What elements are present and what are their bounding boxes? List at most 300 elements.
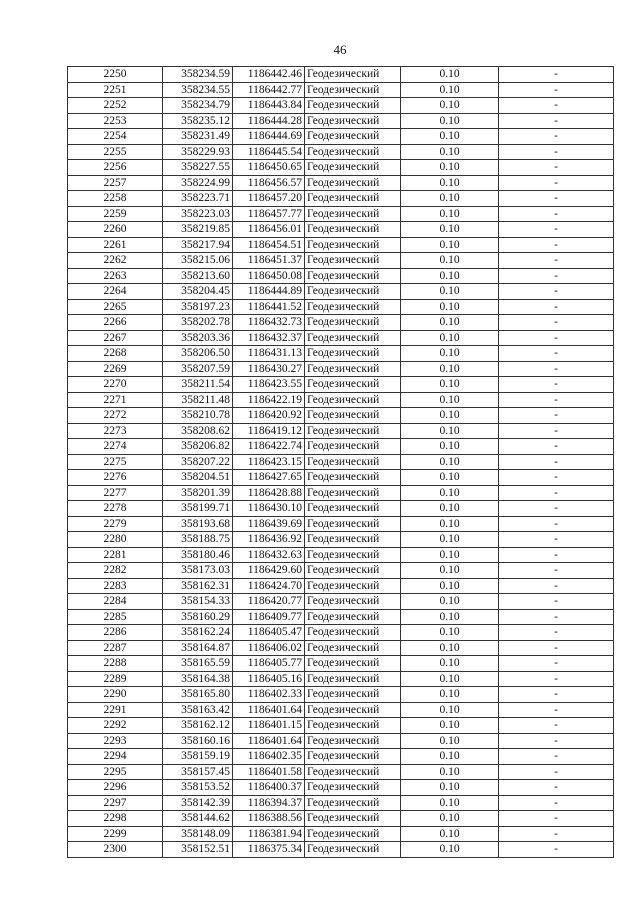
point-number-cell: 2255 — [68, 144, 163, 160]
point-number-cell: 2288 — [68, 656, 163, 672]
description-cell: - — [499, 842, 614, 858]
description-cell: - — [499, 206, 614, 222]
y-coordinate-cell: 1186456.57 — [233, 175, 305, 191]
point-number-cell: 2272 — [68, 408, 163, 424]
y-coordinate-cell: 1186430.27 — [233, 361, 305, 377]
x-coordinate-cell: 358204.51 — [163, 470, 233, 486]
y-coordinate-cell: 1186394.37 — [233, 795, 305, 811]
method-cell: Геодезический — [305, 439, 401, 455]
table-row — [68, 702, 614, 718]
point-number-cell: 2256 — [68, 160, 163, 176]
method-cell: Геодезический — [305, 718, 401, 734]
description-cell: - — [499, 377, 614, 393]
description-cell: - — [499, 795, 614, 811]
point-number-cell: 2295 — [68, 764, 163, 780]
x-coordinate-cell: 358162.12 — [163, 718, 233, 734]
x-coordinate-cell: 358162.24 — [163, 625, 233, 641]
description-cell: - — [499, 284, 614, 300]
table-row — [68, 315, 614, 331]
table-row — [68, 640, 614, 656]
point-number-cell: 2271 — [68, 392, 163, 408]
description-cell: - — [499, 671, 614, 687]
x-coordinate-cell: 358219.85 — [163, 222, 233, 238]
x-coordinate-cell: 358193.68 — [163, 516, 233, 532]
x-coordinate-cell: 358206.50 — [163, 346, 233, 362]
table-row — [68, 733, 614, 749]
y-coordinate-cell: 1186451.37 — [233, 253, 305, 269]
accuracy-cell: 0.10 — [401, 501, 499, 517]
point-number-cell: 2286 — [68, 625, 163, 641]
method-cell: Геодезический — [305, 98, 401, 114]
x-coordinate-cell: 358207.22 — [163, 454, 233, 470]
description-cell: - — [499, 454, 614, 470]
point-number-cell: 2293 — [68, 733, 163, 749]
point-number-cell: 2264 — [68, 284, 163, 300]
accuracy-cell: 0.10 — [401, 625, 499, 641]
accuracy-cell: 0.10 — [401, 222, 499, 238]
method-cell: Геодезический — [305, 671, 401, 687]
accuracy-cell: 0.10 — [401, 718, 499, 734]
y-coordinate-cell: 1186401.64 — [233, 702, 305, 718]
table-row — [68, 625, 614, 641]
description-cell: - — [499, 330, 614, 346]
x-coordinate-cell: 358153.52 — [163, 780, 233, 796]
method-cell: Геодезический — [305, 625, 401, 641]
method-cell: Геодезический — [305, 346, 401, 362]
method-cell: Геодезический — [305, 377, 401, 393]
accuracy-cell: 0.10 — [401, 656, 499, 672]
y-coordinate-cell: 1186405.16 — [233, 671, 305, 687]
description-cell: - — [499, 144, 614, 160]
accuracy-cell: 0.10 — [401, 702, 499, 718]
y-coordinate-cell: 1186430.10 — [233, 501, 305, 517]
description-cell: - — [499, 733, 614, 749]
description-cell: - — [499, 129, 614, 145]
method-cell: Геодезический — [305, 687, 401, 703]
description-cell: - — [499, 175, 614, 191]
point-number-cell: 2289 — [68, 671, 163, 687]
y-coordinate-cell: 1186436.92 — [233, 532, 305, 548]
table-row — [68, 826, 614, 842]
method-cell: Геодезический — [305, 392, 401, 408]
x-coordinate-cell: 358148.09 — [163, 826, 233, 842]
x-coordinate-cell: 358203.36 — [163, 330, 233, 346]
point-number-cell: 2283 — [68, 578, 163, 594]
table-row — [68, 671, 614, 687]
y-coordinate-cell: 1186454.51 — [233, 237, 305, 253]
accuracy-cell: 0.10 — [401, 330, 499, 346]
table-row — [68, 563, 614, 579]
point-number-cell: 2274 — [68, 439, 163, 455]
x-coordinate-cell: 358223.03 — [163, 206, 233, 222]
accuracy-cell: 0.10 — [401, 439, 499, 455]
method-cell: Геодезический — [305, 284, 401, 300]
description-cell: - — [499, 361, 614, 377]
table-row — [68, 516, 614, 532]
point-number-cell: 2282 — [68, 563, 163, 579]
table-row — [68, 780, 614, 796]
x-coordinate-cell: 358159.19 — [163, 749, 233, 765]
accuracy-cell: 0.10 — [401, 578, 499, 594]
y-coordinate-cell: 1186442.77 — [233, 82, 305, 98]
method-cell: Геодезический — [305, 222, 401, 238]
x-coordinate-cell: 358217.94 — [163, 237, 233, 253]
accuracy-cell: 0.10 — [401, 563, 499, 579]
y-coordinate-cell: 1186422.19 — [233, 392, 305, 408]
accuracy-cell: 0.10 — [401, 315, 499, 331]
table-row — [68, 361, 614, 377]
y-coordinate-cell: 1186423.15 — [233, 454, 305, 470]
method-cell: Геодезический — [305, 501, 401, 517]
table-row — [68, 609, 614, 625]
table-row — [68, 423, 614, 439]
table-row — [68, 795, 614, 811]
accuracy-cell: 0.10 — [401, 346, 499, 362]
x-coordinate-cell: 358201.39 — [163, 485, 233, 501]
method-cell: Геодезический — [305, 516, 401, 532]
table-row — [68, 408, 614, 424]
table-row — [68, 160, 614, 176]
description-cell: - — [499, 485, 614, 501]
method-cell: Геодезический — [305, 826, 401, 842]
point-number-cell: 2287 — [68, 640, 163, 656]
table-row — [68, 175, 614, 191]
point-number-cell: 2300 — [68, 842, 163, 858]
description-cell: - — [499, 222, 614, 238]
table-row — [68, 454, 614, 470]
x-coordinate-cell: 358223.71 — [163, 191, 233, 207]
y-coordinate-cell: 1186442.46 — [233, 67, 305, 83]
y-coordinate-cell: 1186441.52 — [233, 299, 305, 315]
description-cell: - — [499, 578, 614, 594]
page-number: 46 — [333, 42, 347, 57]
method-cell: Геодезический — [305, 67, 401, 83]
coordinates-table — [67, 66, 614, 858]
accuracy-cell: 0.10 — [401, 532, 499, 548]
description-cell: - — [499, 191, 614, 207]
y-coordinate-cell: 1186432.37 — [233, 330, 305, 346]
y-coordinate-cell: 1186405.47 — [233, 625, 305, 641]
point-number-cell: 2284 — [68, 594, 163, 610]
description-cell: - — [499, 501, 614, 517]
method-cell: Геодезический — [305, 82, 401, 98]
y-coordinate-cell: 1186401.15 — [233, 718, 305, 734]
method-cell: Геодезический — [305, 656, 401, 672]
point-number-cell: 2285 — [68, 609, 163, 625]
coordinates-table-body — [68, 67, 614, 858]
x-coordinate-cell: 358199.71 — [163, 501, 233, 517]
method-cell: Геодезический — [305, 470, 401, 486]
table-row — [68, 811, 614, 827]
y-coordinate-cell: 1186457.77 — [233, 206, 305, 222]
x-coordinate-cell: 358234.55 — [163, 82, 233, 98]
x-coordinate-cell: 358204.45 — [163, 284, 233, 300]
description-cell: - — [499, 640, 614, 656]
y-coordinate-cell: 1186422.74 — [233, 439, 305, 455]
accuracy-cell: 0.10 — [401, 408, 499, 424]
method-cell: Геодезический — [305, 144, 401, 160]
table-row — [68, 284, 614, 300]
x-coordinate-cell: 358165.59 — [163, 656, 233, 672]
method-cell: Геодезический — [305, 299, 401, 315]
x-coordinate-cell: 358206.82 — [163, 439, 233, 455]
point-number-cell: 2268 — [68, 346, 163, 362]
method-cell: Геодезический — [305, 485, 401, 501]
y-coordinate-cell: 1186401.58 — [233, 764, 305, 780]
point-number-cell: 2275 — [68, 454, 163, 470]
accuracy-cell: 0.10 — [401, 113, 499, 129]
accuracy-cell: 0.10 — [401, 284, 499, 300]
table-row — [68, 299, 614, 315]
accuracy-cell: 0.10 — [401, 811, 499, 827]
x-coordinate-cell: 358234.79 — [163, 98, 233, 114]
point-number-cell: 2290 — [68, 687, 163, 703]
y-coordinate-cell: 1186427.65 — [233, 470, 305, 486]
point-number-cell: 2279 — [68, 516, 163, 532]
y-coordinate-cell: 1186409.77 — [233, 609, 305, 625]
method-cell: Геодезический — [305, 423, 401, 439]
accuracy-cell: 0.10 — [401, 764, 499, 780]
table-row — [68, 330, 614, 346]
accuracy-cell: 0.10 — [401, 361, 499, 377]
method-cell: Геодезический — [305, 330, 401, 346]
point-number-cell: 2260 — [68, 222, 163, 238]
y-coordinate-cell: 1186445.54 — [233, 144, 305, 160]
accuracy-cell: 0.10 — [401, 640, 499, 656]
point-number-cell: 2254 — [68, 129, 163, 145]
x-coordinate-cell: 358229.93 — [163, 144, 233, 160]
table-row — [68, 377, 614, 393]
point-number-cell: 2259 — [68, 206, 163, 222]
point-number-cell: 2251 — [68, 82, 163, 98]
y-coordinate-cell: 1186400.37 — [233, 780, 305, 796]
description-cell: - — [499, 780, 614, 796]
accuracy-cell: 0.10 — [401, 470, 499, 486]
x-coordinate-cell: 358202.78 — [163, 315, 233, 331]
accuracy-cell: 0.10 — [401, 795, 499, 811]
method-cell: Геодезический — [305, 129, 401, 145]
table-row — [68, 346, 614, 362]
point-number-cell: 2267 — [68, 330, 163, 346]
x-coordinate-cell: 358142.39 — [163, 795, 233, 811]
accuracy-cell: 0.10 — [401, 377, 499, 393]
y-coordinate-cell: 1186431.13 — [233, 346, 305, 362]
table-row — [68, 532, 614, 548]
point-number-cell: 2257 — [68, 175, 163, 191]
x-coordinate-cell: 358213.60 — [163, 268, 233, 284]
accuracy-cell: 0.10 — [401, 98, 499, 114]
accuracy-cell: 0.10 — [401, 82, 499, 98]
y-coordinate-cell: 1186456.01 — [233, 222, 305, 238]
table-row — [68, 268, 614, 284]
y-coordinate-cell: 1186381.94 — [233, 826, 305, 842]
x-coordinate-cell: 358207.59 — [163, 361, 233, 377]
y-coordinate-cell: 1186401.64 — [233, 733, 305, 749]
accuracy-cell: 0.10 — [401, 67, 499, 83]
point-number-cell: 2291 — [68, 702, 163, 718]
method-cell: Геодезический — [305, 749, 401, 765]
description-cell: - — [499, 532, 614, 548]
description-cell: - — [499, 702, 614, 718]
table-row — [68, 129, 614, 145]
table-row — [68, 113, 614, 129]
point-number-cell: 2278 — [68, 501, 163, 517]
method-cell: Геодезический — [305, 315, 401, 331]
x-coordinate-cell: 358160.29 — [163, 609, 233, 625]
method-cell: Геодезический — [305, 268, 401, 284]
description-cell: - — [499, 687, 614, 703]
point-number-cell: 2266 — [68, 315, 163, 331]
accuracy-cell: 0.10 — [401, 609, 499, 625]
description-cell: - — [499, 160, 614, 176]
method-cell: Геодезический — [305, 206, 401, 222]
accuracy-cell: 0.10 — [401, 253, 499, 269]
point-number-cell: 2258 — [68, 191, 163, 207]
x-coordinate-cell: 358152.51 — [163, 842, 233, 858]
y-coordinate-cell: 1186424.70 — [233, 578, 305, 594]
accuracy-cell: 0.10 — [401, 206, 499, 222]
y-coordinate-cell: 1186423.55 — [233, 377, 305, 393]
method-cell: Геодезический — [305, 842, 401, 858]
x-coordinate-cell: 358227.55 — [163, 160, 233, 176]
method-cell: Геодезический — [305, 764, 401, 780]
accuracy-cell: 0.10 — [401, 594, 499, 610]
x-coordinate-cell: 358215.06 — [163, 253, 233, 269]
description-cell: - — [499, 764, 614, 780]
x-coordinate-cell: 358211.54 — [163, 377, 233, 393]
method-cell: Геодезический — [305, 532, 401, 548]
x-coordinate-cell: 358165.80 — [163, 687, 233, 703]
method-cell: Геодезический — [305, 811, 401, 827]
x-coordinate-cell: 358162.31 — [163, 578, 233, 594]
accuracy-cell: 0.10 — [401, 842, 499, 858]
method-cell: Геодезический — [305, 191, 401, 207]
point-number-cell: 2280 — [68, 532, 163, 548]
method-cell: Геодезический — [305, 733, 401, 749]
y-coordinate-cell: 1186450.08 — [233, 268, 305, 284]
method-cell: Геодезический — [305, 408, 401, 424]
x-coordinate-cell: 358154.33 — [163, 594, 233, 610]
table-row — [68, 687, 614, 703]
accuracy-cell: 0.10 — [401, 129, 499, 145]
x-coordinate-cell: 358173.03 — [163, 563, 233, 579]
y-coordinate-cell: 1186402.33 — [233, 687, 305, 703]
description-cell: - — [499, 563, 614, 579]
accuracy-cell: 0.10 — [401, 237, 499, 253]
point-number-cell: 2265 — [68, 299, 163, 315]
accuracy-cell: 0.10 — [401, 423, 499, 439]
x-coordinate-cell: 358231.49 — [163, 129, 233, 145]
description-cell: - — [499, 253, 614, 269]
y-coordinate-cell: 1186429.60 — [233, 563, 305, 579]
x-coordinate-cell: 358234.59 — [163, 67, 233, 83]
y-coordinate-cell: 1186444.89 — [233, 284, 305, 300]
y-coordinate-cell: 1186457.20 — [233, 191, 305, 207]
method-cell: Геодезический — [305, 113, 401, 129]
accuracy-cell: 0.10 — [401, 175, 499, 191]
point-number-cell: 2263 — [68, 268, 163, 284]
description-cell: - — [499, 423, 614, 439]
table-row — [68, 253, 614, 269]
table-row — [68, 501, 614, 517]
point-number-cell: 2250 — [68, 67, 163, 83]
point-number-cell: 2270 — [68, 377, 163, 393]
point-number-cell: 2281 — [68, 547, 163, 563]
description-cell: - — [499, 299, 614, 315]
point-number-cell: 2253 — [68, 113, 163, 129]
x-coordinate-cell: 358211.48 — [163, 392, 233, 408]
description-cell: - — [499, 98, 614, 114]
description-cell: - — [499, 811, 614, 827]
description-cell: - — [499, 82, 614, 98]
point-number-cell: 2298 — [68, 811, 163, 827]
y-coordinate-cell: 1186432.73 — [233, 315, 305, 331]
accuracy-cell: 0.10 — [401, 144, 499, 160]
x-coordinate-cell: 358164.87 — [163, 640, 233, 656]
y-coordinate-cell: 1186432.63 — [233, 547, 305, 563]
table-row — [68, 718, 614, 734]
method-cell: Геодезический — [305, 563, 401, 579]
method-cell: Геодезический — [305, 175, 401, 191]
point-number-cell: 2294 — [68, 749, 163, 765]
description-cell: - — [499, 625, 614, 641]
x-coordinate-cell: 358160.16 — [163, 733, 233, 749]
x-coordinate-cell: 358210.78 — [163, 408, 233, 424]
description-cell: - — [499, 67, 614, 83]
accuracy-cell: 0.10 — [401, 733, 499, 749]
method-cell: Геодезический — [305, 780, 401, 796]
point-number-cell: 2292 — [68, 718, 163, 734]
point-number-cell: 2269 — [68, 361, 163, 377]
point-number-cell: 2296 — [68, 780, 163, 796]
table-row — [68, 191, 614, 207]
table-row — [68, 656, 614, 672]
method-cell: Геодезический — [305, 578, 401, 594]
description-cell: - — [499, 749, 614, 765]
y-coordinate-cell: 1186405.77 — [233, 656, 305, 672]
x-coordinate-cell: 358188.75 — [163, 532, 233, 548]
y-coordinate-cell: 1186375.34 — [233, 842, 305, 858]
description-cell: - — [499, 408, 614, 424]
x-coordinate-cell: 358180.46 — [163, 547, 233, 563]
x-coordinate-cell: 358224.99 — [163, 175, 233, 191]
y-coordinate-cell: 1186428.88 — [233, 485, 305, 501]
table-row — [68, 485, 614, 501]
x-coordinate-cell: 358163.42 — [163, 702, 233, 718]
point-number-cell: 2277 — [68, 485, 163, 501]
table-row — [68, 842, 614, 858]
accuracy-cell: 0.10 — [401, 160, 499, 176]
table-row — [68, 749, 614, 765]
x-coordinate-cell: 358197.23 — [163, 299, 233, 315]
description-cell: - — [499, 237, 614, 253]
table-row — [68, 82, 614, 98]
x-coordinate-cell: 358235.12 — [163, 113, 233, 129]
table-row — [68, 237, 614, 253]
table-row — [68, 594, 614, 610]
description-cell: - — [499, 516, 614, 532]
table-row — [68, 764, 614, 780]
table-row — [68, 98, 614, 114]
table-row — [68, 547, 614, 563]
accuracy-cell: 0.10 — [401, 485, 499, 501]
table-row — [68, 206, 614, 222]
description-cell: - — [499, 609, 614, 625]
method-cell: Геодезический — [305, 640, 401, 656]
y-coordinate-cell: 1186402.35 — [233, 749, 305, 765]
y-coordinate-cell: 1186420.77 — [233, 594, 305, 610]
description-cell: - — [499, 718, 614, 734]
